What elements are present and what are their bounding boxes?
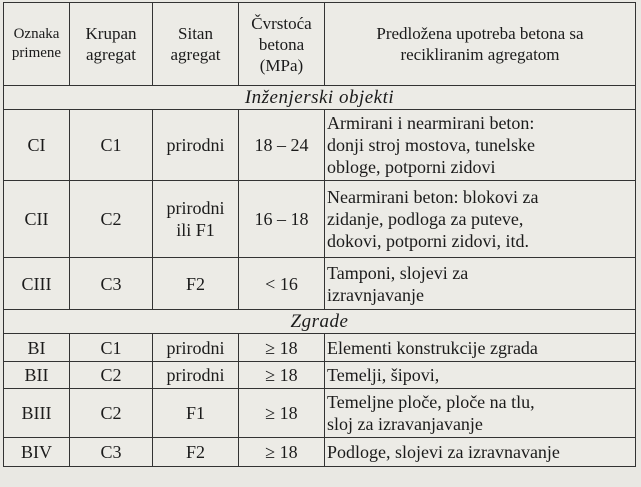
cell-oznaka: BI: [4, 334, 70, 362]
header-cvrstoca: Čvrstoća betona (MPa): [239, 3, 325, 86]
cell-oznaka: CIII: [4, 258, 70, 310]
cell-cvrstoca: ≥ 18: [239, 334, 325, 362]
table-row: [4, 362, 636, 389]
cell-upotreba: Temeljne ploče, ploče na tlu, sloj za izravanjavanje: [325, 389, 636, 438]
table-row: [4, 438, 636, 467]
cell-krupan: C3: [70, 438, 153, 467]
header-sitan: Sitan agregat: [153, 3, 239, 86]
cell-upotreba: Armirani i nearmirani beton: donji stroj mostova, tunelske obloge, potporni zidovi: [325, 110, 636, 181]
header-upotreba: Predložena upotreba betona sa recikliranim agregatom: [325, 3, 636, 86]
table-row: [4, 110, 636, 181]
table-row: [4, 181, 636, 258]
section-row: [4, 310, 636, 334]
cell-upotreba: Temelji, šipovi,: [325, 362, 636, 389]
cell-sitan: prirodni: [153, 334, 239, 362]
table-row: [4, 258, 636, 310]
cell-sitan: prirodni: [153, 110, 239, 181]
cell-oznaka: BII: [4, 362, 70, 389]
cell-oznaka: CI: [4, 110, 70, 181]
table-wrapper: [3, 2, 636, 467]
cell-cvrstoca: < 16: [239, 258, 325, 310]
cell-sitan: prirodni: [153, 362, 239, 389]
cell-oznaka: BIII: [4, 389, 70, 438]
cell-krupan: C3: [70, 258, 153, 310]
cell-sitan: F2: [153, 258, 239, 310]
table-row: [4, 389, 636, 438]
cell-cvrstoca: ≥ 18: [239, 389, 325, 438]
cell-krupan: C1: [70, 110, 153, 181]
cell-cvrstoca: ≥ 18: [239, 362, 325, 389]
header-krupan: Krupan agregat: [70, 3, 153, 86]
cell-upotreba: Nearmirani beton: blokovi za zidanje, podloga za puteve, dokovi, potporni zidovi, itd.: [325, 181, 636, 258]
cell-oznaka: CII: [4, 181, 70, 258]
header-row: [4, 3, 636, 86]
cell-cvrstoca: ≥ 18: [239, 438, 325, 467]
cell-krupan: C2: [70, 362, 153, 389]
section-row: [4, 86, 636, 110]
recycled-aggregate-concrete-table: [3, 2, 636, 467]
cell-sitan: F2: [153, 438, 239, 467]
cell-krupan: C2: [70, 181, 153, 258]
table-row: [4, 334, 636, 362]
cell-cvrstoca: 18 – 24: [239, 110, 325, 181]
cell-sitan: prirodni ili F1: [153, 181, 239, 258]
cell-oznaka: BIV: [4, 438, 70, 467]
cell-upotreba: Tamponi, slojevi za izravnjavanje: [325, 258, 636, 310]
section-title: Zgrade: [4, 310, 636, 334]
cell-upotreba: Elementi konstrukcije zgrada: [325, 334, 636, 362]
cell-cvrstoca: 16 – 18: [239, 181, 325, 258]
header-oznaka: Oznaka primene: [4, 3, 70, 86]
cell-krupan: C2: [70, 389, 153, 438]
section-title: Inženjerski objekti: [4, 86, 636, 110]
cell-krupan: C1: [70, 334, 153, 362]
cell-upotreba: Podloge, slojevi za izravnavanje: [325, 438, 636, 467]
cell-sitan: F1: [153, 389, 239, 438]
